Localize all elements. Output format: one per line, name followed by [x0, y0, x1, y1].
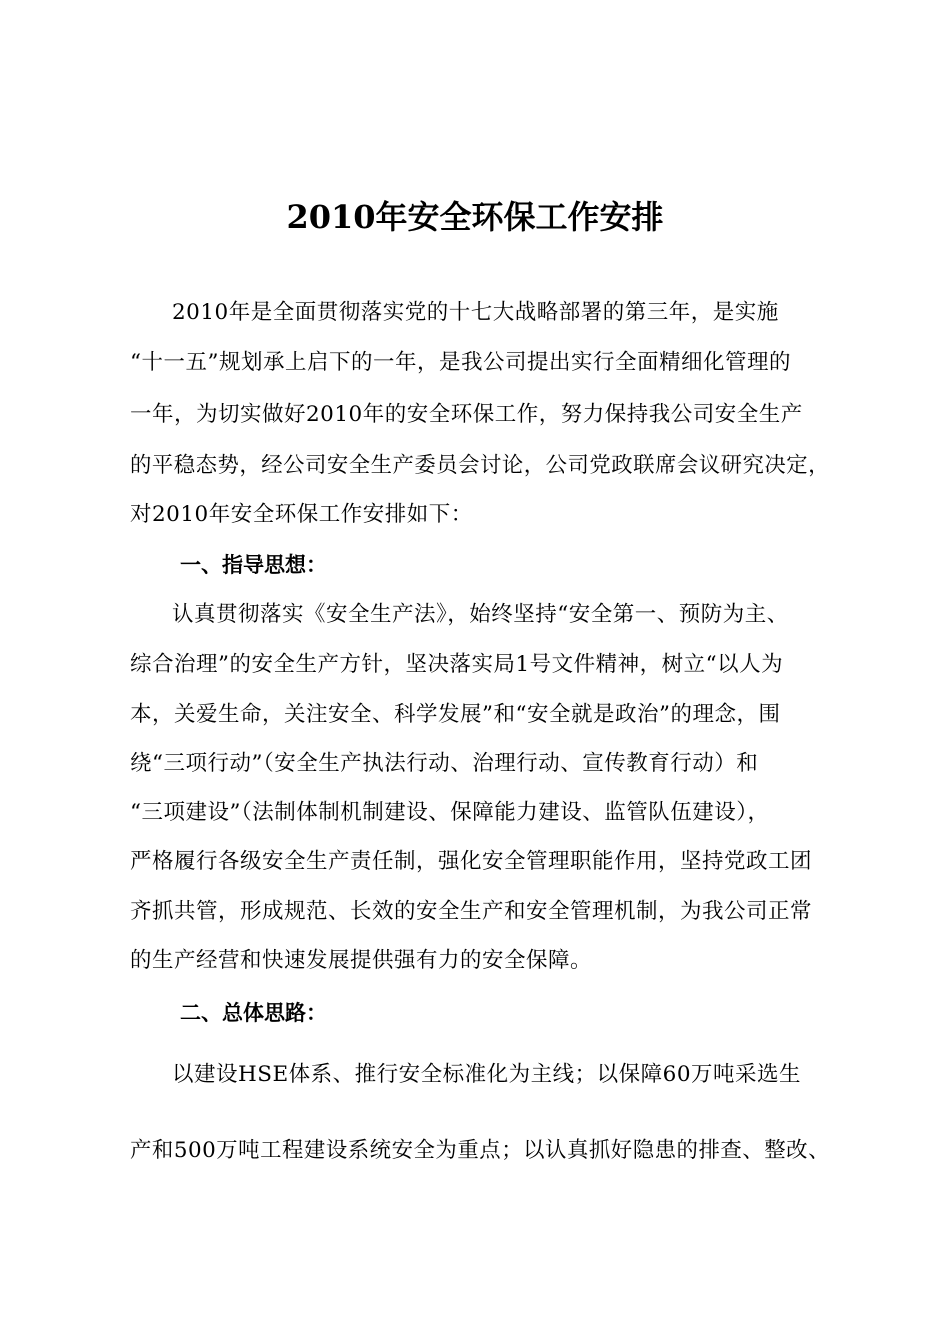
intro-line: 的平稳态势，经公司安全生产委员会讨论，公司党政联席会议研究决定，: [130, 453, 830, 478]
section1-line: 严格履行各级安全生产责任制，强化安全管理职能作用，坚持党政工团: [130, 849, 813, 874]
intro-line: “十一五”规划承上启下的一年，是我公司提出实行全面精细化管理的: [130, 350, 791, 375]
section-heading: 二、总体思路：: [180, 1000, 327, 1025]
intro-line: 2010年是全面贯彻落实党的十七大战略部署的第三年，是实施: [172, 300, 779, 325]
section1-line: “三项建设”（法制体制机制建设、保障能力建设、监管队伍建设），: [130, 800, 770, 825]
section1-line: 综合治理”的安全生产方针，坚决落实局1号文件精神，树立“以人为: [130, 652, 784, 677]
section1-line: 齐抓共管，形成规范、长效的安全生产和安全管理机制，为我公司正常: [130, 899, 813, 924]
intro-line: 对2010年安全环保工作安排如下：: [130, 502, 473, 527]
section1-line: 绕“三项行动”（安全生产执法行动、治理行动、宣传教育行动）和: [130, 751, 759, 776]
section1-line: 的生产经营和快速发展提供强有力的安全保障。: [130, 948, 593, 973]
section2-line: 产和500万吨工程建设系统安全为重点；以认真抓好隐患的排查、整改、: [130, 1138, 830, 1163]
section2-line: 以建设HSE体系、推行安全标准化为主线；以保障60万吨采选生: [172, 1062, 802, 1087]
intro-line: 一年，为切实做好2010年的安全环保工作，努力保持我公司安全生产: [130, 402, 803, 427]
section-heading: 一、指导思想：: [180, 552, 327, 577]
document-title: 2010年安全环保工作安排: [286, 198, 664, 236]
section1-line: 认真贯彻落实《安全生产法》，始终坚持“安全第一、预防为主、: [172, 602, 789, 627]
section1-line: 本，关爱生命，关注安全、科学发展”和“安全就是政治”的理念，围: [130, 702, 781, 727]
